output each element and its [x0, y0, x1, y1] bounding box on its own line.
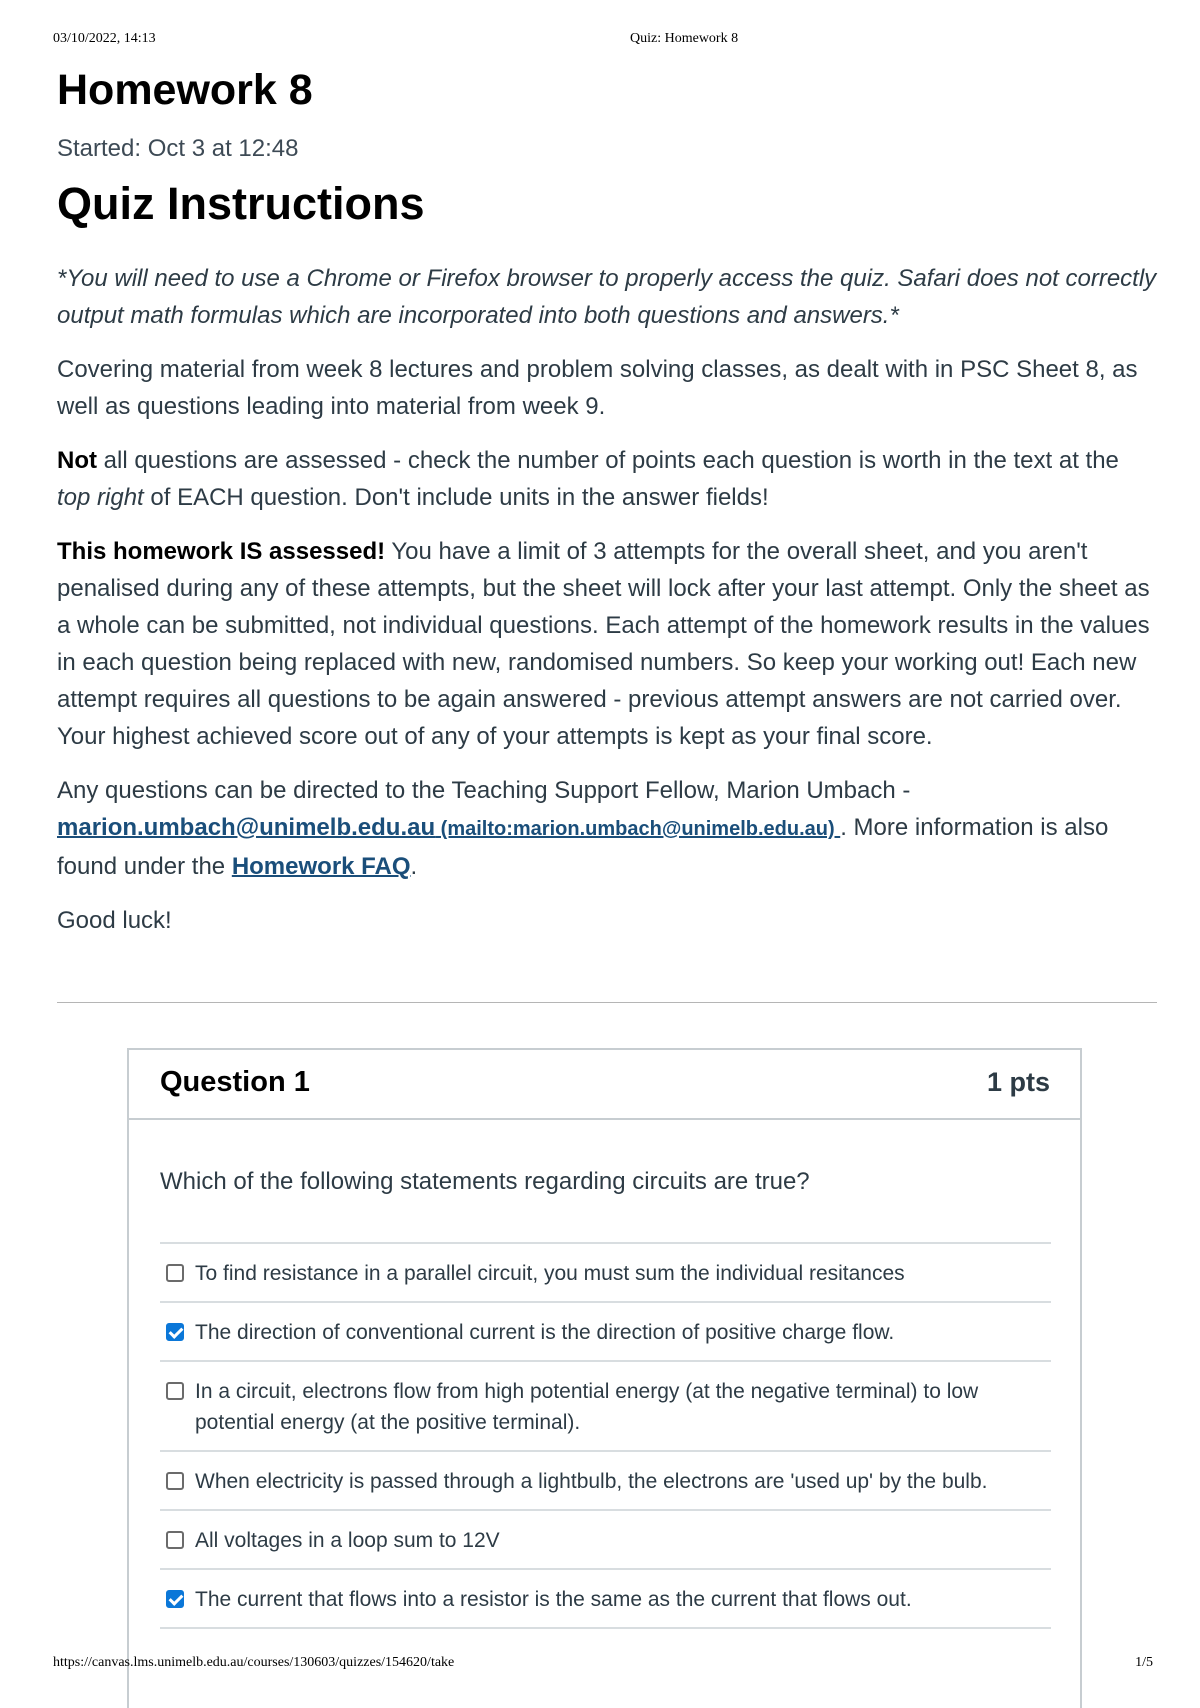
assessed-paragraph: [57, 533, 1157, 755]
answer-checkbox[interactable]: [166, 1590, 184, 1608]
question-card: [127, 1048, 1082, 1708]
answer-option[interactable]: [160, 1570, 1051, 1629]
not-emphasis: Not: [57, 447, 97, 474]
answer-label[interactable]: In a circuit, electrons flow from high potential energy (at the negative terminal) to low potential energy (at the positive terminal).: [195, 1380, 979, 1434]
quiz-title: Homework 8: [57, 66, 313, 114]
assessment-note-paragraph: [57, 442, 1157, 516]
question-header: [129, 1050, 1080, 1120]
answer-option[interactable]: [160, 1362, 1051, 1452]
answer-option[interactable]: [160, 1244, 1051, 1303]
answer-option[interactable]: [160, 1511, 1051, 1570]
print-footer: [0, 1655, 1200, 1675]
quiz-content: [57, 62, 1157, 939]
question-body: [129, 1120, 1080, 1629]
not-text-1: all questions are assessed - check the number of points each question is worth in the text at the: [96, 447, 1119, 474]
question-text: Which of the following statements regarding circuits are true?: [160, 1168, 810, 1195]
assessed-text: You have a limit of 3 attempts for the overall sheet, and you aren't penalised during any of these attempts, but the sheet will lock after your last attempt. Only the sheet as a whole can be submitted, not individual questions. Each attempt of the homework results in the values in each question being replaced with new, randomised numbers. So keep your working out! Each new attempt requires all questions to be again answered - previous attempt answers are not carried over. Your highest achieved score out of any of your attempts is kept as your final score.: [57, 538, 1150, 750]
print-datetime: 03/10/2022, 14:13: [53, 31, 156, 46]
answer-label[interactable]: All voltages in a loop sum to 12V: [195, 1529, 500, 1552]
contact-text-1: Any questions can be directed to the Teaching Support Fellow, Marion Umbach -: [57, 777, 911, 804]
browser-warning: *You will need to use a Chrome or Firefox browser to properly access the quiz. Safari does not correctly output math formulas which are incorporated into both questions and answers.*: [57, 265, 1157, 329]
contact-text-2: . More information is also found under the: [57, 814, 1109, 880]
assessed-emphasis: This homework IS assessed!: [57, 538, 386, 565]
answer-checkbox[interactable]: [166, 1472, 184, 1490]
answer-checkbox[interactable]: [166, 1323, 184, 1341]
answer-checkbox[interactable]: [166, 1382, 184, 1400]
question-title: Question 1: [160, 1066, 310, 1098]
contact-paragraph: [57, 772, 1157, 885]
covering-paragraph: Covering material from week 8 lectures and problem solving classes, as dealt with in PSC Sheet 8, as well as questions leading into material from week 9.: [57, 356, 1138, 420]
top-right-emphasis: top right: [57, 484, 144, 511]
answer-checkbox[interactable]: [166, 1264, 184, 1282]
answer-checkbox[interactable]: [166, 1531, 184, 1549]
answer-option[interactable]: [160, 1452, 1051, 1511]
print-page-title: Quiz: Homework 8: [630, 31, 739, 46]
not-text-2: of EACH question. Don't include units in the answer fields!: [143, 484, 769, 511]
good-luck-text: Good luck!: [57, 907, 172, 934]
email-link[interactable]: marion.umbach@unimelb.edu.au: [57, 814, 436, 841]
answer-label[interactable]: The current that flows into a resistor is the same as the current that flows out.: [195, 1588, 912, 1611]
print-url: https://canvas.lms.unimelb.edu.au/courses/130603/quizzes/154620/take: [53, 1655, 455, 1670]
answer-option[interactable]: [160, 1303, 1051, 1362]
question-points: 1 pts: [986, 1067, 1050, 1097]
answer-label[interactable]: The direction of conventional current is the direction of positive charge flow.: [195, 1321, 895, 1344]
section-divider: [57, 1002, 1157, 1003]
print-header: [0, 31, 1200, 51]
print-page-number: 1/5: [1135, 1655, 1153, 1670]
contact-text-3: .: [410, 853, 418, 880]
answer-list: [160, 1242, 1051, 1629]
answer-label[interactable]: To find resistance in a parallel circuit, you must sum the individual resitances: [195, 1262, 905, 1285]
answer-label[interactable]: When electricity is passed through a lightbulb, the electrons are 'used up' by the bulb.: [195, 1470, 988, 1493]
started-timestamp: Started: Oct 3 at 12:48: [57, 135, 299, 162]
homework-faq-link[interactable]: Homework FAQ: [231, 853, 411, 880]
mailto-link[interactable]: (mailto:marion.umbach@unimelb.edu.au): [435, 818, 841, 840]
instructions-heading: Quiz Instructions: [57, 178, 425, 229]
